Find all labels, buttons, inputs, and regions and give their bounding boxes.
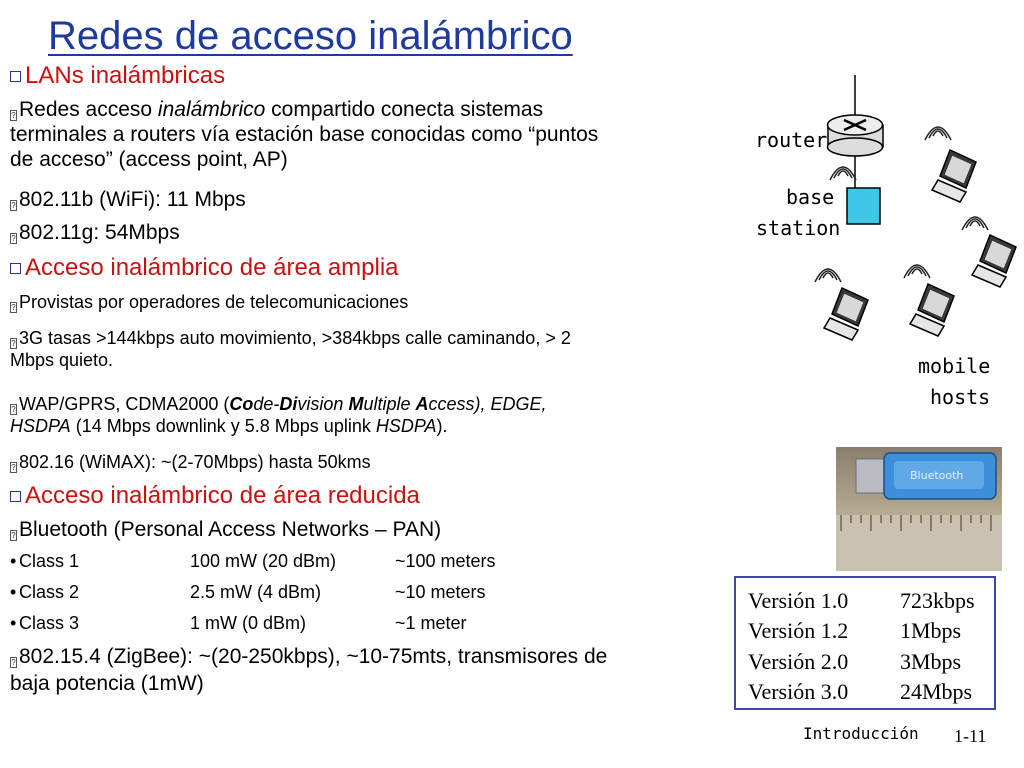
bluetooth-version-table (734, 576, 996, 710)
class-row: • Class 3 (10, 613, 80, 633)
class-range: ~100 meters (395, 551, 496, 571)
bullet-lan-shared: ? Redes acceso inalámbrico compartido conecta sistemas terminales a routers vía estación base conocidas como “puntos de acceso” (access point, AP) (10, 98, 599, 171)
unknown-glyph-bullet-icon: ? (11, 111, 16, 120)
unknown-glyph-bullet-icon: ? (11, 463, 16, 472)
unknown-glyph-bullet-icon: ? (11, 531, 16, 540)
heading-wide-area: Acceso inalámbrico de área amplia (10, 254, 399, 282)
mobile-label: mobile (918, 354, 991, 378)
base-label: base (786, 185, 835, 209)
unknown-glyph-bullet-icon: ? (11, 201, 16, 210)
unknown-glyph-bullet-icon: ? (11, 658, 16, 667)
heading-short-range: Acceso inalámbrico de área reducida (10, 482, 420, 510)
class-row: • Class 1 (10, 551, 80, 571)
bullet-80211b: ? 802.11b (WiFi): 11 Mbps (11, 188, 246, 211)
class-range: ~1 meter (395, 613, 467, 633)
unknown-glyph-bullet-icon: ? (11, 303, 16, 312)
router-label: router (755, 128, 828, 152)
laptop-icon (815, 269, 868, 340)
square-bullet-icon (10, 491, 21, 502)
bullet-wap-gprs: ? WAP/GPRS, CDMA2000 (Code-Division Multiple Access), EDGE, HSDPA (14 Mbps downlink y 5.8 Mbps uplink HSDPA). (10, 394, 547, 436)
class-power: 1 mW (0 dBm) (190, 613, 307, 633)
unknown-glyph-bullet-icon: ? (11, 339, 16, 348)
version-row: Versión 2.0 3Mbps (748, 649, 962, 674)
unknown-glyph-bullet-icon: ? (11, 405, 16, 414)
bullet-bluetooth: ? Bluetooth (Personal Access Networks – PAN) (11, 518, 442, 541)
version-row: Versión 3.0 24Mbps (748, 679, 973, 704)
laptop-icon (904, 265, 954, 336)
bullet-80211g: ? 802.11g: 54Mbps (11, 221, 180, 244)
laptop-icon (925, 127, 976, 202)
unknown-glyph-bullet-icon: ? (11, 234, 16, 243)
class-row: • Class 2 (10, 582, 80, 602)
class-power: 2.5 mW (4 dBm) (190, 582, 322, 602)
bluetooth-dongle-photo (836, 447, 1002, 571)
class-range: ~10 meters (395, 582, 486, 602)
bullet-zigbee: ? 802.15.4 (ZigBee): ~(20-250kbps), ~10-75mts, transmisores de baja potencia (1mW) (10, 645, 608, 695)
class-power: 100 mW (20 dBm) (190, 551, 337, 571)
bullet-wimax: ? 802.16 (WiMAX): ~(2-70Mbps) hasta 50kms (11, 452, 371, 472)
slide-title: Redes de acceso inalámbrico (48, 14, 573, 58)
version-row: Versión 1.0 723kbps (748, 588, 975, 613)
laptop-icon (962, 217, 1016, 287)
bullet-3g: ? 3G tasas >144kbps auto movimiento, >384kbps calle caminando, > 2 Mbps quieto. (10, 328, 571, 370)
square-bullet-icon (10, 71, 21, 82)
dongle-label: Bluetooth (910, 469, 964, 482)
hosts-label: hosts (930, 385, 991, 409)
heading-lan: LANs inalámbricas (10, 62, 225, 90)
footer-label: Introducción (803, 724, 919, 743)
station-label: station (756, 216, 841, 240)
bullet-telecom: ? Provistas por operadores de telecomunicaciones (11, 292, 409, 312)
page-number: 1-11 (954, 726, 987, 746)
version-row: Versión 1.2 1Mbps (748, 618, 962, 643)
square-bullet-icon (10, 263, 21, 274)
